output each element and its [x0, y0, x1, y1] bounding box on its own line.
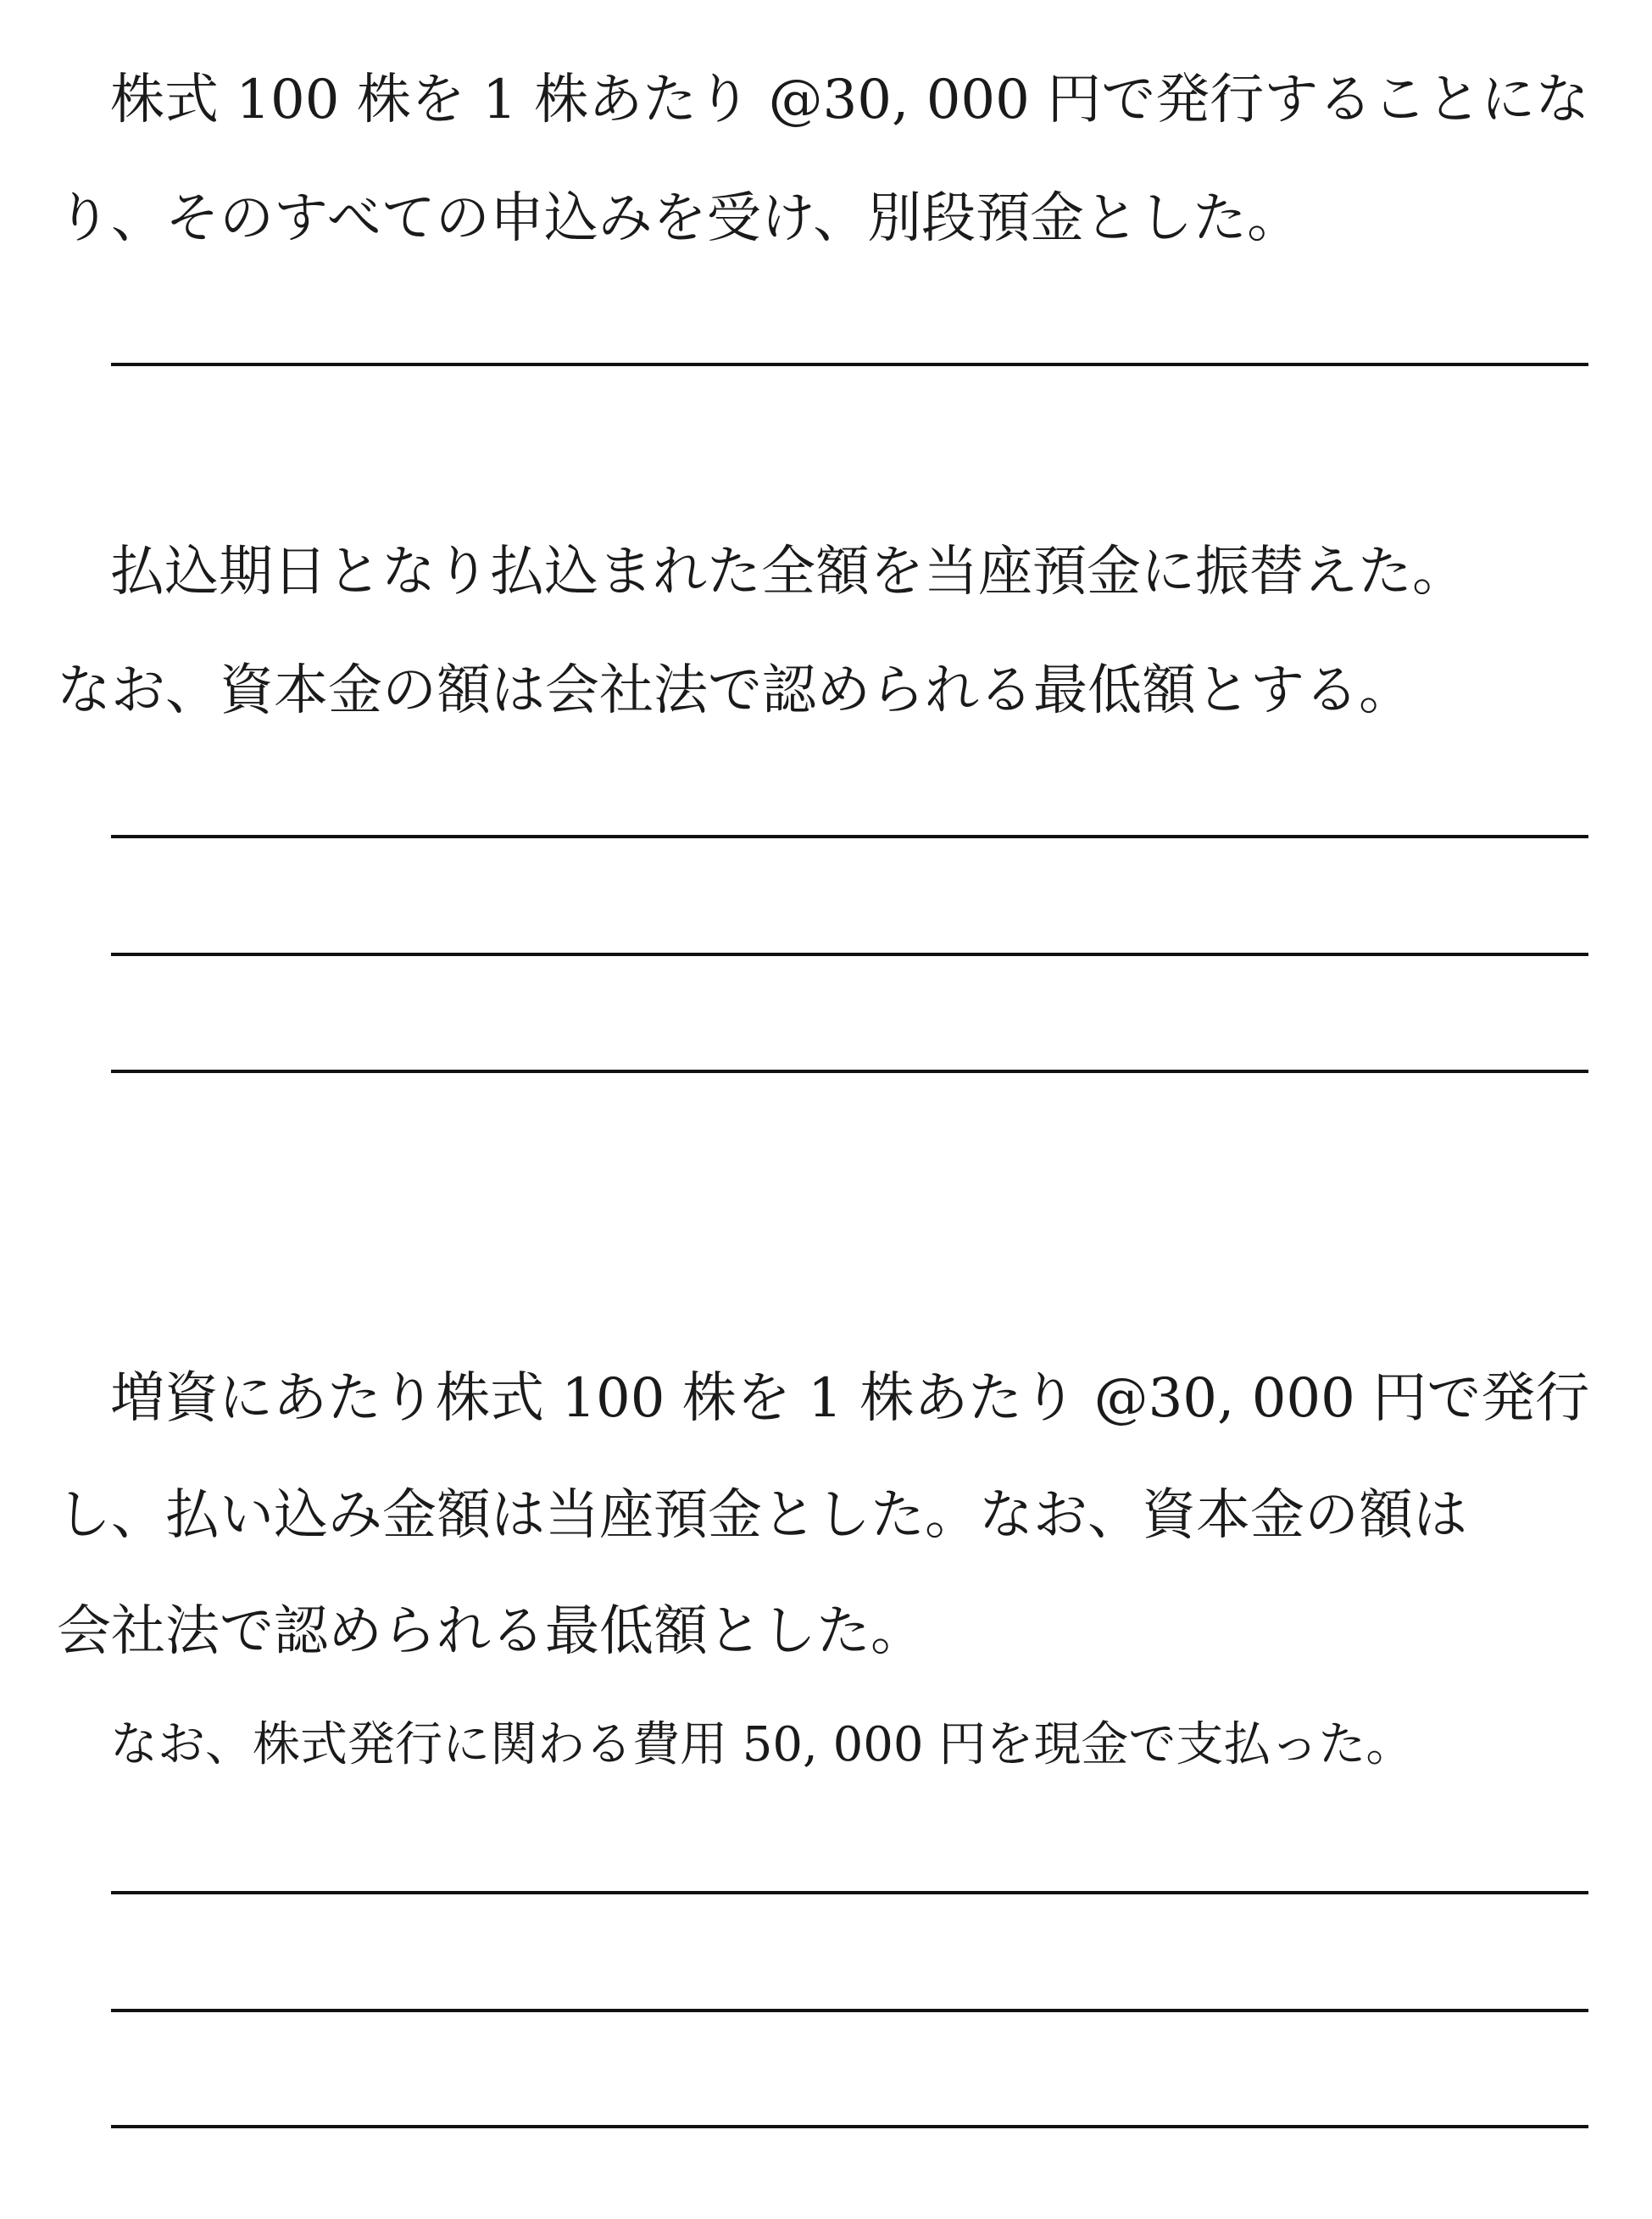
question-2-line-1: 払込期日となり払込まれた全額を当座預金に振替えた。 — [110, 541, 1466, 603]
answer-line — [111, 953, 1588, 956]
question-1-line-2: り、そのすべての申込みを受け、別段預金とした。 — [57, 187, 1302, 250]
question-2-line-2: なお、資本金の額は会社法で認められる最低額とする。 — [57, 659, 1413, 722]
question-3-line-3: 会社法で認められる最低額とした。 — [57, 1600, 925, 1663]
answer-line — [111, 1070, 1588, 1073]
answer-line — [111, 2125, 1588, 2128]
question-3-line-2: し、払い込み金額は当座預金とした。なお、資本金の額は — [57, 1484, 1467, 1547]
question-3-line-1: 増資にあたり株式 100 株を 1 株あたり @30, 000 円で発行 — [110, 1367, 1590, 1430]
question-3-note: なお、株式発行に関わる費用 50, 000 円を現金で支払った。 — [110, 1717, 1414, 1772]
answer-line — [111, 835, 1588, 838]
answer-line — [111, 363, 1588, 366]
question-1-line-1: 株式 100 株を 1 株あたり @30, 000 円で発行することにな — [110, 69, 1590, 131]
answer-line — [111, 2009, 1588, 2012]
answer-line — [111, 1891, 1588, 1894]
